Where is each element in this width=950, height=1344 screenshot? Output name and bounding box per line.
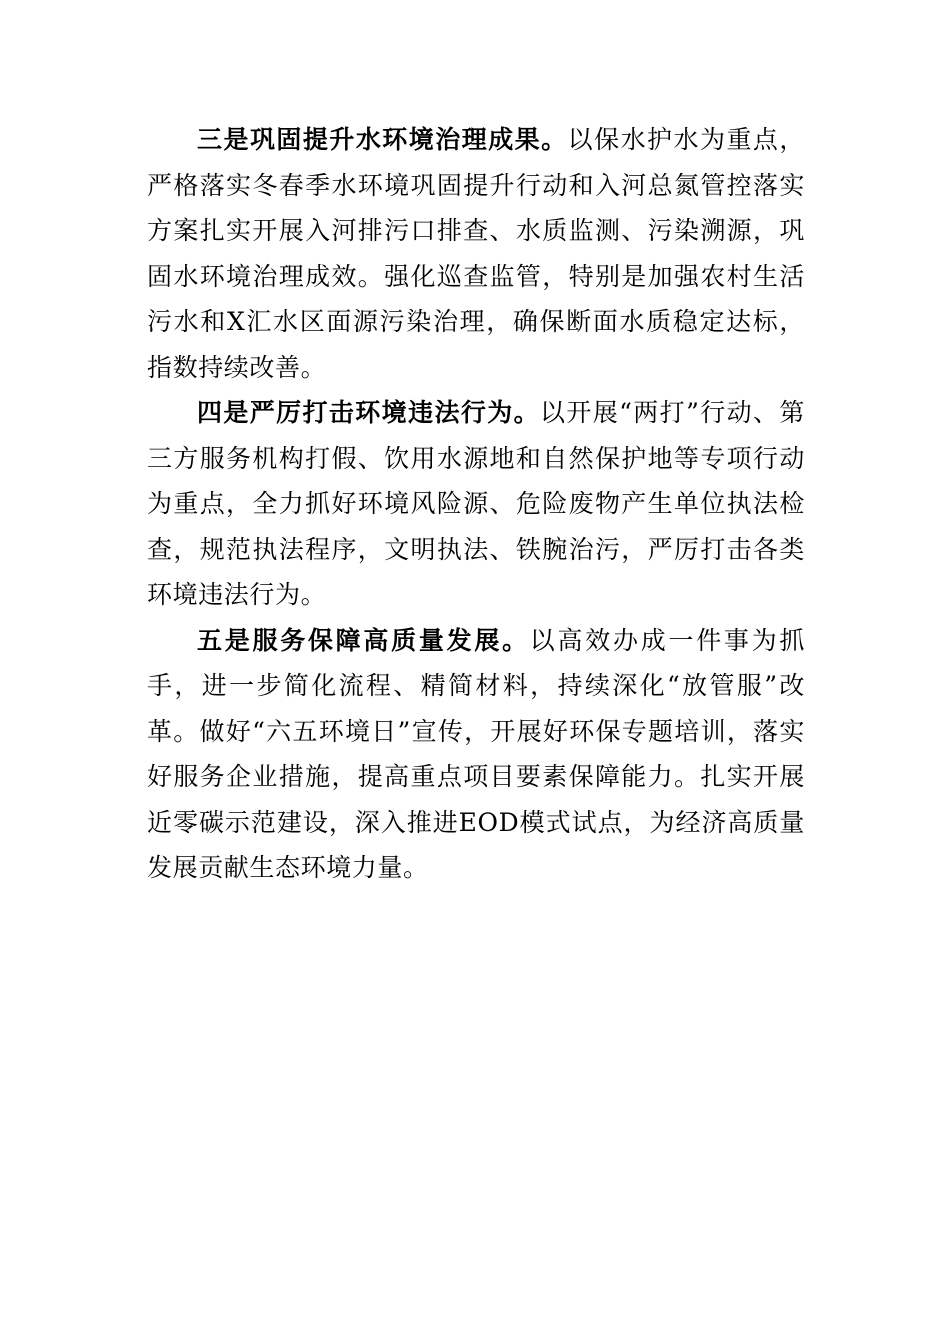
paragraph-text: 以开展“两打”行动、第三方服务机构打假、饮用水源地和自然保护地等专项行动为重点，全力抓好环境风险源、危险废物产生单位执法检查，规范执法程序，文明执法、铁腕治污，严厉打击各类环境违法行为。 xyxy=(147,398,805,609)
paragraph-development xyxy=(147,618,805,891)
document-body xyxy=(147,117,805,891)
paragraph-water-environment xyxy=(147,117,805,390)
paragraph-heading: 五是服务保障高质量发展。 xyxy=(197,625,530,655)
paragraph-text: 以保水护水为重点，严格落实冬春季水环境巩固提升行动和入河总氮管控落实方案扎实开展入河排污口排查、水质监测、污染溯源，巩固水环境治理成效。强化巡查监管，特别是加强农村生活污水和X汇水区面源污染治理，确保断面水质稳定达标，指数持续改善。 xyxy=(147,125,806,382)
paragraph-heading: 四是严厉打击环境违法行为。 xyxy=(197,398,540,427)
paragraph-heading: 三是巩固提升水环境治理成果。 xyxy=(197,125,568,154)
paragraph-enforcement xyxy=(147,390,805,618)
paragraph-text: 以高效办成一件事为抓手，进一步简化流程、精简材料，持续深化“放管服”改革。做好“六五环境日”宣传，开展好环保专题培训，落实好服务企业措施，提高重点项目要素保障能力。扎实开展近零碳示范建设，深入推进EOD模式试点，为经济高质量发展贡献生态环境力量。 xyxy=(147,625,805,882)
